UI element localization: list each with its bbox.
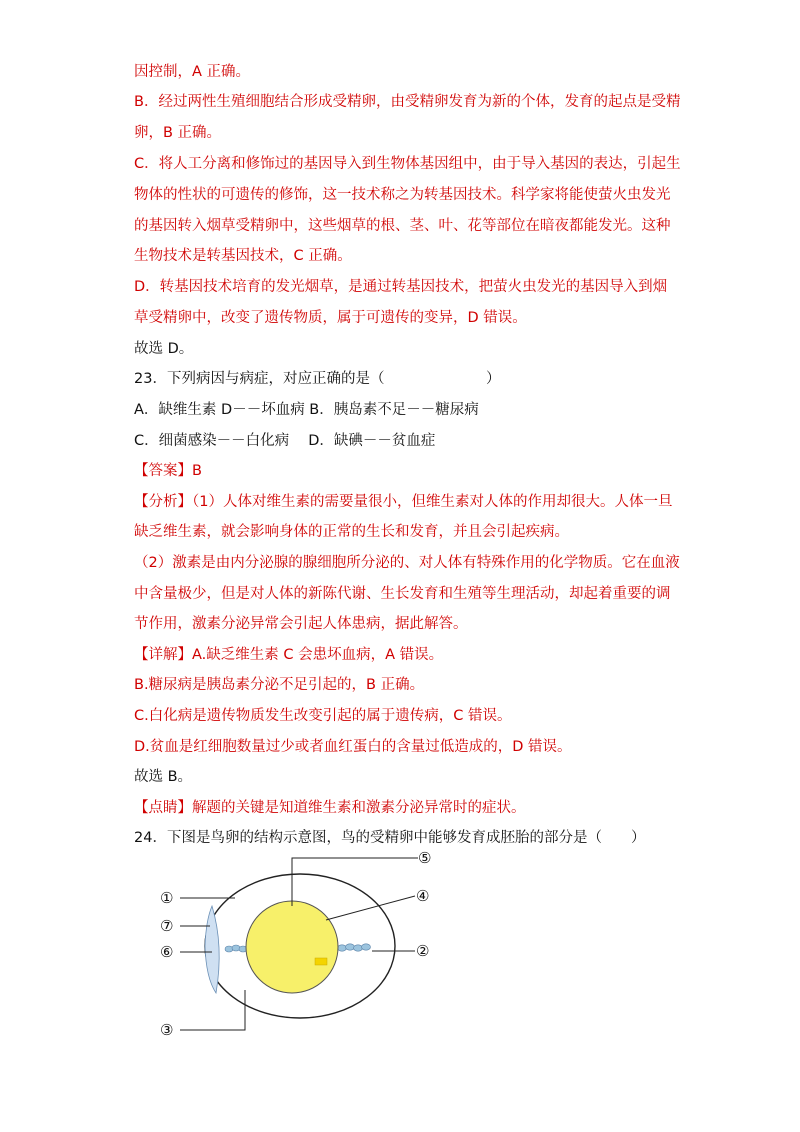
- embryo-spot: [315, 958, 327, 965]
- text-line: D．转基因技术培育的发光烟草，是通过转基因技术，把萤火虫发光的基因导入到烟: [134, 279, 668, 295]
- text-line: 缺乏维生素，就会影响身体的正常的生长和发育，并且会引起疾病。: [134, 524, 569, 540]
- text-line: 【分析】（1）人体对维生素的需要量很小，但维生素对人体的作用却很大。人体一旦: [134, 494, 673, 510]
- label-3: ③: [160, 1021, 174, 1039]
- chalaza-left: [225, 945, 247, 952]
- text-line: C．细菌感染－－白化病 D．缺碘－－贫血症: [134, 433, 436, 449]
- text-line: B.糖尿病是胰岛素分泌不足引起的，B 正确。: [134, 677, 425, 693]
- text-line: C.白化病是遗传物质发生改变引起的属于遗传病，C 错误。: [134, 708, 512, 724]
- text-line: 【点睛】解题的关键是知道维生素和激素分泌异常时的症状。: [134, 800, 526, 816]
- chalaza-right: [338, 944, 371, 951]
- text-line: 故选 B。: [134, 769, 193, 785]
- text-line: 中含量极少，但是对人体的新陈代谢、生长发育和生殖等生理活动，却起着重要的调: [134, 586, 671, 602]
- label-1: ①: [160, 889, 174, 907]
- text-line: 故选 D。: [134, 341, 194, 357]
- text-line: 因控制，A 正确。: [134, 64, 251, 80]
- text-line: 24．下图是鸟卵的结构示意图，鸟的受精卵中能够发育成胚胎的部分是（ ）: [134, 830, 646, 846]
- text-line: （2）激素是由内分泌腺的腺细胞所分泌的、对人体有特殊作用的化学物质。它在血液: [134, 555, 680, 571]
- text-line: 生物技术是转基因技术，C 正确。: [134, 248, 352, 264]
- text-line: 【详解】A.缺乏维生素 C 会患坏血病，A 错误。: [134, 647, 444, 663]
- text-line: B．经过两性生殖细胞结合形成受精卵，由受精卵发育为新的个体，发育的起点是受精: [134, 94, 681, 110]
- text-line: D.贫血是红细胞数量过少或者血红蛋白的含量过低造成的，D 错误。: [134, 739, 572, 755]
- text-line: 物体的性状的可遗传的修饰，这一技术称之为转基因技术。科学家将能使萤火虫发光: [134, 187, 671, 203]
- label-4: ④: [416, 887, 430, 905]
- label-2: ②: [416, 942, 430, 960]
- yolk-circle: [246, 901, 338, 993]
- text-line: C．将人工分离和修饰过的基因导入到生物体基因组中，由于导入基因的表达，引起生: [134, 156, 681, 172]
- bird-egg-diagram: [150, 848, 450, 1048]
- label-6: ⑥: [160, 943, 174, 961]
- text-line: 的基因转入烟草受精卵中，这些烟草的根、茎、叶、花等部位在暗夜都能发光。这种: [134, 218, 671, 234]
- text-line: 卵，B 正确。: [134, 125, 222, 141]
- text-line: 【答案】B: [134, 463, 202, 479]
- text-line: 23．下列病因与病症，对应正确的是（ ）: [134, 371, 501, 387]
- text-line: 草受精卵中，改变了遗传物质，属于可遗传的变异，D 错误。: [134, 310, 527, 326]
- text-line: 节作用，激素分泌异常会引起人体患病，据此解答。: [134, 616, 468, 632]
- text-line: A．缺维生素 D－－坏血病 B．胰岛素不足－－糖尿病: [134, 402, 479, 418]
- label-5: ⑤: [418, 849, 432, 867]
- label-7: ⑦: [160, 917, 174, 935]
